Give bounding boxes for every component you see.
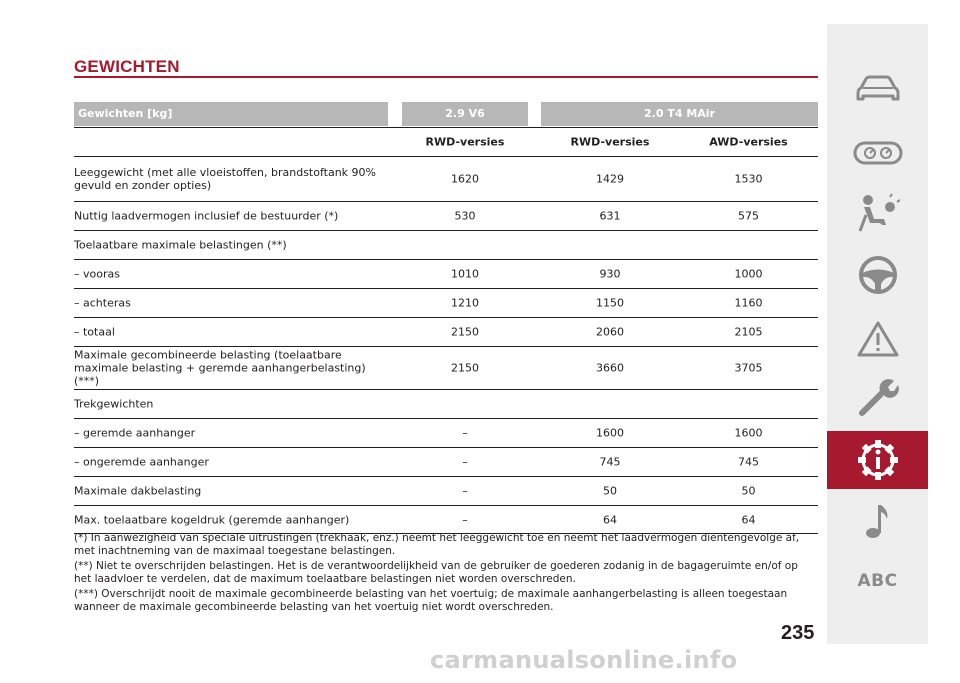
dashboard-gauges-icon[interactable] xyxy=(827,124,928,182)
row-label: – vooras xyxy=(74,267,120,281)
row-value: 1000 xyxy=(734,267,763,281)
row-label: Leeggewicht (met alle vloeistoffen, brandstoftank 90% gevuld en zonder opties) xyxy=(74,166,376,192)
warning-triangle-icon[interactable] xyxy=(827,310,928,368)
row-value: 1530 xyxy=(734,172,763,186)
header-weights: Gewichten [kg] xyxy=(74,102,388,126)
table-row xyxy=(74,201,818,230)
row-value: 2150 xyxy=(451,325,479,339)
table-header xyxy=(74,102,818,126)
table-row xyxy=(74,418,818,447)
table-row xyxy=(74,505,818,534)
abc-icon[interactable] xyxy=(827,552,928,610)
row-value: 50 xyxy=(741,484,756,498)
row-value: 1210 xyxy=(451,296,479,310)
car-icon[interactable] xyxy=(827,60,928,118)
row-value: 2150 xyxy=(451,361,479,375)
footnote: (**) Niet te overschrijden belastingen. Het is de verantwoordelijkheid van de gebruiker de goederen zodanig in de bagageruimte en/of op het laadvloer te verdelen, dat de maximum toelaatbare belastingen niet worden overschreden. xyxy=(74,560,798,585)
table-row xyxy=(74,476,818,505)
header-v6: 2.9 V6 xyxy=(402,102,528,126)
row-value: 1620 xyxy=(451,172,479,186)
row-value: 2060 xyxy=(596,325,624,339)
row-label: – achteras xyxy=(74,296,131,310)
watermark: carmanualsonline.info xyxy=(430,646,738,674)
row-value: – xyxy=(462,426,468,440)
table-subheader xyxy=(74,127,818,156)
table-row xyxy=(74,288,818,317)
seat-airbag-icon[interactable] xyxy=(827,184,928,242)
row-value: – xyxy=(462,484,468,498)
row-value: 2105 xyxy=(734,325,763,339)
row-value: 575 xyxy=(738,209,759,223)
row-label: – totaal xyxy=(74,325,115,339)
steering-wheel-icon[interactable] xyxy=(827,246,928,304)
row-label: Nuttig laadvermogen inclusief de bestuurder (*) xyxy=(74,209,339,223)
row-label: Maximale gecombineerde belasting (toelaatbare maximale belasting + geremde aanhangerbelasting) (***) xyxy=(74,348,366,388)
row-value: 530 xyxy=(454,209,476,223)
table-row xyxy=(74,259,818,288)
row-value: 1010 xyxy=(451,267,479,281)
footnotes xyxy=(74,532,818,616)
row-label: Toelaatbare maximale belastingen (**) xyxy=(74,238,287,252)
row-label: – ongeremde aanhanger xyxy=(74,455,209,469)
row-value: 631 xyxy=(599,209,621,223)
table-row xyxy=(74,447,818,476)
row-value: 1150 xyxy=(596,296,624,310)
row-value: 745 xyxy=(599,455,621,469)
music-note-icon[interactable] xyxy=(827,492,928,550)
row-value: 3660 xyxy=(596,361,624,375)
row-label: Max. toelaatbare kogeldruk (geremde aanhanger) xyxy=(74,513,350,526)
header-t4: 2.0 T4 MAir xyxy=(541,102,818,126)
subheader-t4-rwd: RWD-versies xyxy=(570,135,650,149)
table-row xyxy=(74,156,818,201)
row-value: 3705 xyxy=(734,361,763,375)
row-label: Trekgewichten xyxy=(74,397,154,411)
row-value: 1429 xyxy=(596,172,624,186)
footnote: (***) Overschrijdt nooit de maximale gecombineerde belasting van het voertuig; de maximale aanhangerbelasting is alleen toegestaan wanneer de maximale gecombineerde belasting van het voertuig niet wordt overschreden. xyxy=(74,588,788,613)
row-value: 745 xyxy=(738,455,759,469)
wrench-icon[interactable] xyxy=(827,368,928,426)
table-row xyxy=(74,317,818,346)
table-row xyxy=(74,346,818,389)
row-label: – geremde aanhanger xyxy=(74,426,196,440)
title-divider xyxy=(74,76,818,78)
row-value: 1600 xyxy=(734,426,763,440)
row-value: 930 xyxy=(599,267,621,281)
row-value: 64 xyxy=(741,513,756,526)
row-value: – xyxy=(462,513,468,526)
chapter-sidebar xyxy=(827,24,928,644)
table-row xyxy=(74,230,818,259)
page-number: 235 xyxy=(781,622,815,644)
subheader-t4-awd: AWD-versies xyxy=(709,135,788,149)
row-value: 1600 xyxy=(596,426,624,440)
abc-label: ABC xyxy=(857,571,898,591)
table-row xyxy=(74,389,818,418)
row-value: 1160 xyxy=(734,296,763,310)
row-value: 50 xyxy=(603,484,617,498)
info-gear-icon[interactable] xyxy=(827,431,928,489)
weights-table xyxy=(74,102,818,534)
row-label: Maximale dakbelasting xyxy=(74,484,202,498)
footnote: (*) In aanwezigheid van speciale uitrustingen (trekhaak, enz.) neemt het leeggewicht toe en neemt het laadvermogen dientengevolge af, met inachtneming van de maximaal toegestane belastingen. xyxy=(74,532,800,557)
page-title: GEWICHTEN xyxy=(74,57,180,76)
row-value: 64 xyxy=(603,513,617,526)
subheader-v6-rwd: RWD-versies xyxy=(425,135,505,149)
row-value: – xyxy=(462,455,468,469)
